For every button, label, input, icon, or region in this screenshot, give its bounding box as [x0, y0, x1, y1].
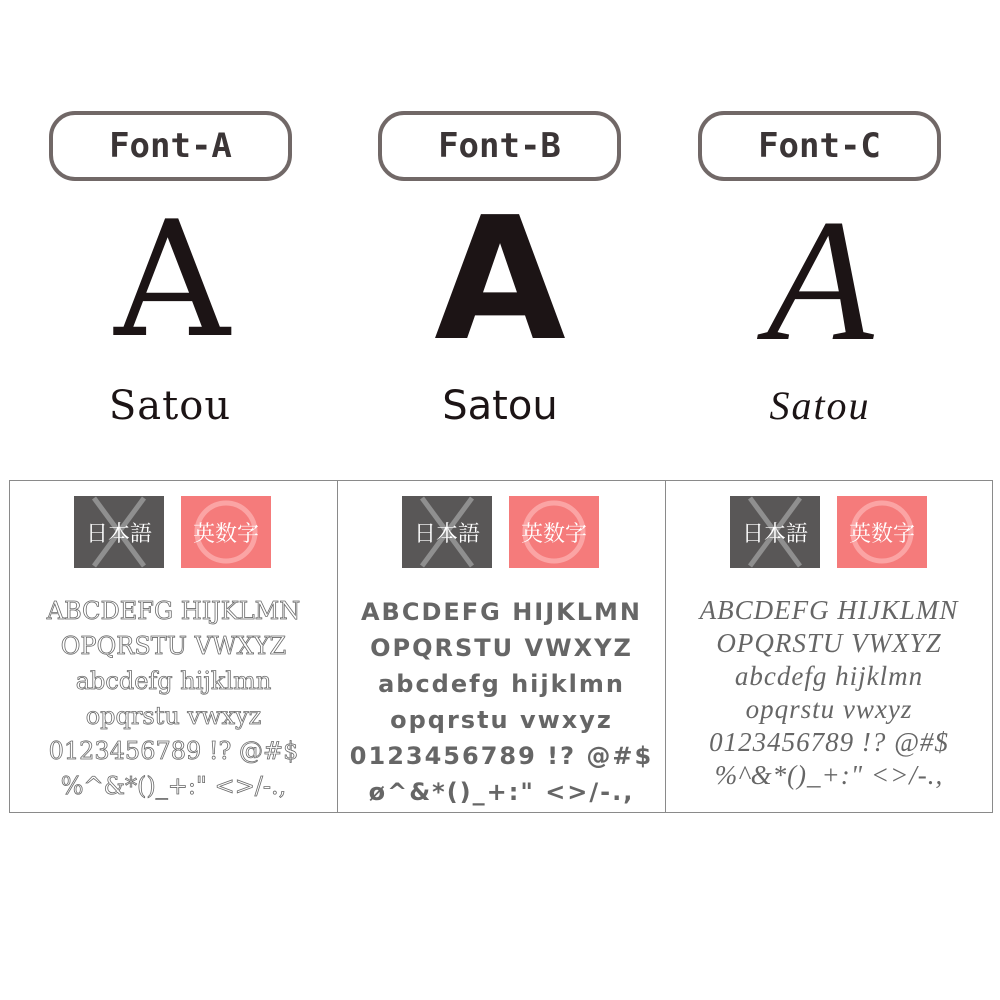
font-b-sample-word: Satou — [442, 383, 558, 429]
sample-line: abcdefg hijklmn — [75, 667, 272, 695]
sample-line: abcdefg hijklmn — [734, 661, 924, 691]
font-b-alnum-supported-badge — [509, 496, 599, 568]
sample-line: 0123456789 !? @#$ — [709, 727, 949, 757]
sample-line: ABCDEFG HIJKLMN — [699, 595, 959, 625]
sample-line: OPQRSTU VWXYZ — [716, 628, 942, 658]
sample-line: ø^&*()_+:" <>/-., — [368, 778, 635, 806]
sample-line: 0123456789 !? @#$ — [48, 737, 299, 765]
font-a-sample-word: Satou — [108, 383, 232, 429]
badge-japanese-label: 日本語 — [85, 521, 152, 547]
sample-line: OPQRSTU VWXYZ — [60, 632, 287, 660]
font-a-alnum-supported-badge — [181, 496, 271, 568]
sample-line: opqrstu vwxyz — [745, 694, 913, 724]
font-c-character-sample — [666, 594, 992, 792]
badge-japanese-label: 日本語 — [413, 521, 480, 547]
sample-line: OPQRSTU VWXYZ — [370, 634, 633, 662]
font-b-glyph: A — [434, 181, 566, 379]
font-b-japanese-unsupported-badge — [402, 496, 492, 568]
font-a-character-sample — [10, 594, 337, 804]
badge-alnum-label: 英数字 — [520, 521, 587, 547]
sample-line: ABCDEFG HIJKLMN — [360, 598, 643, 626]
sample-line: opqrstu vwxyz — [85, 702, 262, 730]
font-a-japanese-unsupported-badge — [74, 496, 164, 568]
font-a-glyph: A — [114, 186, 230, 373]
font-b-label: Font-B — [378, 111, 621, 181]
font-a-sample-panel — [9, 480, 338, 813]
badge-japanese-label: 日本語 — [741, 521, 808, 547]
font-c-alnum-supported-badge — [837, 496, 927, 568]
badge-alnum-label: 英数字 — [848, 521, 915, 547]
sample-line: abcdefg hijklmn — [378, 670, 625, 698]
font-c-label: Font-C — [698, 111, 941, 181]
sample-line: ABCDEFG HIJKLMN — [46, 597, 301, 625]
font-c-sample-panel — [665, 480, 993, 813]
sample-line: opqrstu vwxyz — [390, 706, 613, 734]
font-c-sample-word: Satou — [769, 383, 871, 428]
font-c-japanese-unsupported-badge — [730, 496, 820, 568]
font-c-glyph: A — [766, 182, 874, 377]
badge-alnum-label: 英数字 — [192, 521, 259, 547]
sample-line: %^&*()_+:" <>/-., — [60, 772, 287, 800]
font-b-sample-panel — [337, 480, 666, 813]
sample-line: 0123456789 !? @#$ — [349, 742, 654, 770]
font-b-character-sample — [338, 594, 665, 810]
font-a-label: Font-A — [49, 111, 292, 181]
sample-line: %^&*()_+:" <>/-., — [714, 760, 944, 790]
